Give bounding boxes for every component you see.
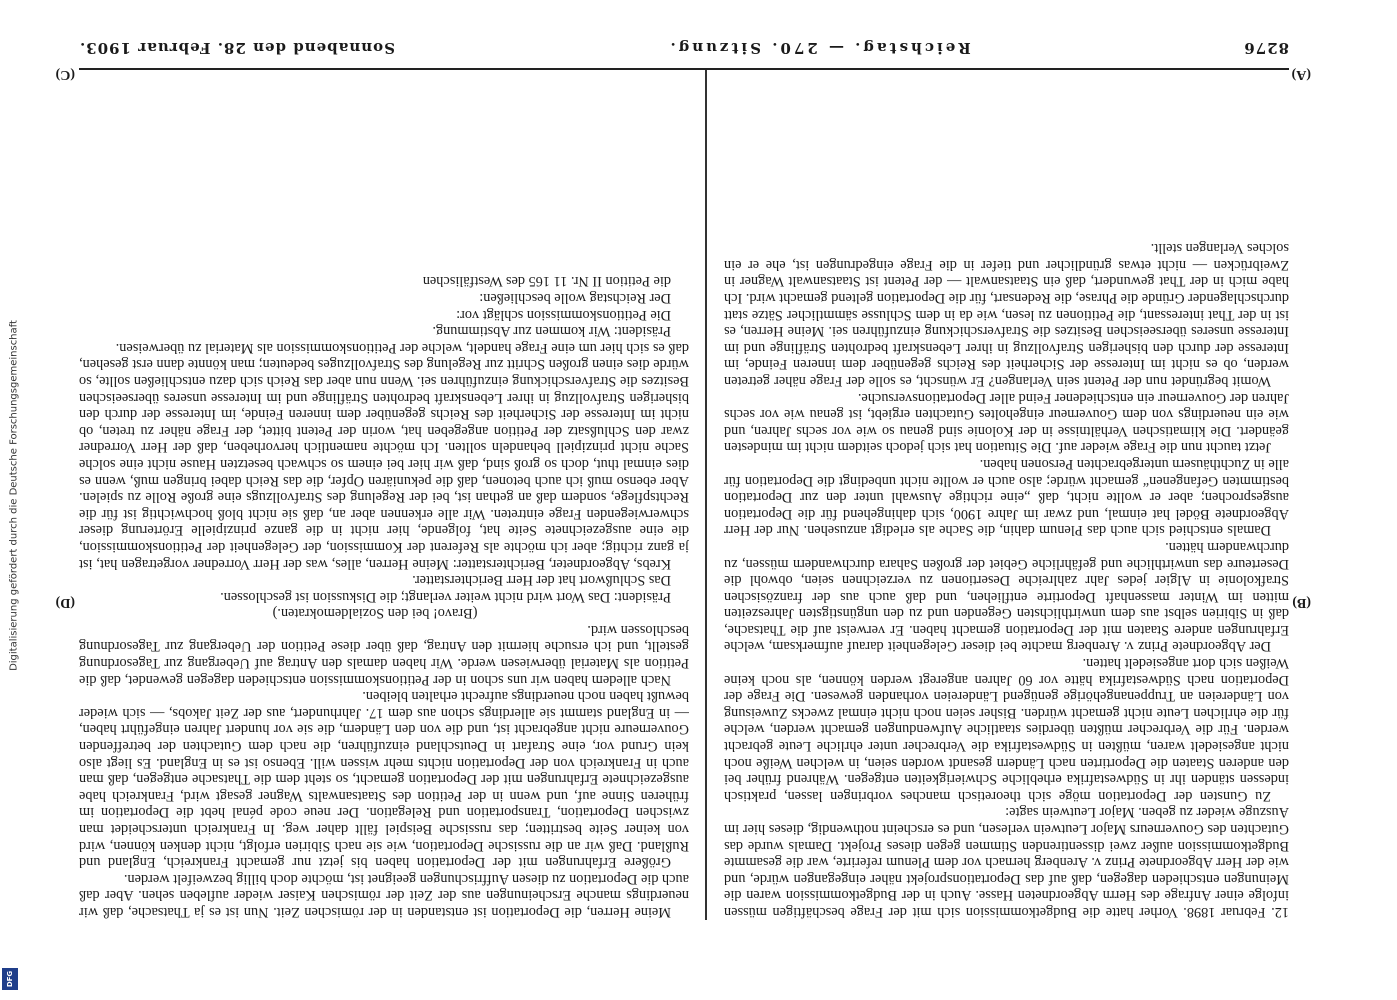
running-header (79, 31, 1289, 65)
dfg-logo-icon (2, 968, 18, 990)
header-rule (79, 68, 1289, 70)
paragraph: Das Schlußwort hat der Herr Berichterstatter. (412, 572, 671, 589)
paragraph: Der Abgeordnete Prinz v. Arenberg machte bei dieser Gelegenheit darauf aufmerksam, welche Erfahrungen andere Staaten mit der Deportation gemacht haben. Er verweist auf die Thatsache, daß in Sibirien selbst aus dem unwirthlichsten Gegenden und zu den ungünstigsten Jahreszeiten mitten im Winter massenhaft Deportirte entfliehen, und daß auch aus der französischen Strafkolonie in Algier jedes Jahr zahlreiche Desertionen zu verzeichnen seien, obwohl die Deserteure das unwirthliche und gefährliche Gebiet der großen Sahara durchwandern müssen, zu durchwandern hätten. (724, 538, 1289, 655)
paragraph: Die Petitionskommission schlägt vor: (456, 306, 671, 323)
paragraph: die Petition II Nr. 11 165 des Westfälischen (422, 273, 671, 290)
page-number: 8276 (1243, 39, 1289, 57)
paragraph: Krebs, Abgeordneter, Berichterstatter: Meine Herren, alles, was der Herr Vorredner vorgetragen hat, ist ja ganz richtig; aber ich möchte als Referent der Kommission, der Gelegenheit der Petitionskommission, die eine ausgezeichnete Seite hat, folgende, hier nicht in die ganze prinzipielle Erörterung dieser schwerwiegenden Frage eintreten. Wir alle erkennen aber an, daß sie nicht bloß hochwichtig ist für die Rechtspflege, sondern daß an gethan ist, bei der Regelung des Strafvollzugs eine große Rolle zu spielen. Aber ebenso muß ich auch betonen, daß die pekuniären Opfer, die das Reich dabei bringen muß, wenn es dies einmal thut, doch so groß sind, daß wir hier bei einem so schwach besetzten Hause nicht eine solche Sache nicht prinzipiell behandeln sollten. Ich möchte namentlich hervorheben, daß der Herr Vorredner zwar den Schlußsatz der Petition angegeben hat, worin der Petent bittet, der Frage näher zu treten, ob nicht im Interesse der Sicherheit des Reichs gegenüber dem inneren Feinde, im Interesse der durch den bisherigen Strafvollzug in ihrer Lebenskraft bedrohten Sträflinge und im Interesse unseres überseeischen Besitzes die Strafverschickung einzuführen sei. Wenn nun aber das Reich sich dazu entschließen sollte, so würde dies einen großen Schritt zur Regelung des Strafvollzuges bedeuten; man könnte dann erst gesehen, daß es sich hier um eine Frage handelt, welche der Petitionskommission als Material zu überweisen. (79, 339, 689, 572)
margin-marker-d: (D) (55, 595, 75, 610)
paragraph: Der Reichstag wolle beschließen: (479, 290, 671, 307)
header-date: Sonnabend den 28. Februar 1903. (79, 39, 395, 57)
digitization-note (4, 40, 18, 960)
header-session: Reichstag. — 270. Sitzung. (667, 39, 971, 57)
column-divider (705, 70, 707, 920)
margin-marker-b: (B) (1292, 595, 1311, 610)
paragraph: Präsident: Das Wort wird nicht weiter verlangt; die Diskussion ist geschlossen. (220, 588, 671, 605)
paragraph: Meine Herren, die Deportation ist entstanden in der römischen Zeit. Nun ist es ja Thatsache, daß wir neuerdings manche Erscheinungen aus der Zeit der römischen Kaiser wieder aufleben sehen. Aber daß auch die Deportation zu diesen Auffrischungen geeignet ist, möchte doch billig bezweifelt werden. (79, 870, 689, 920)
margin-marker-a: (A) (1291, 67, 1311, 82)
margin-marker-c: (C) (55, 67, 75, 82)
paragraph: Jetzt taucht nun die Frage wieder auf. Die Situation hat sich jedoch seitdem nicht im mindesten geändert. Die klimatischen Verhältnisse in der Kolonie sind genau so wie vor sechs Jahren, und wie ein neuerdings von dem Gouverneur eingeholtes Gutachten ergiebt, ist genau wie vor sechs Jahren der Gouverneur ein entschiedener Feind aller Deportationsversuche. (724, 389, 1289, 456)
paragraph: (Bravo! bei den Sozialdemokraten.) (272, 605, 478, 622)
right-column (79, 75, 689, 920)
dfg-logo-text: DFG (6, 970, 14, 988)
paragraph: Größere Erfahrungen mit der Deportation haben bis jetzt nur gemacht Frankreich, England und Rußland. Daß wir an die russische Deportation, wie sie nach Sibirien erfolgt, nicht denken können, wird von keiner Seite bestritten; das russische Beispiel fällt daher weg. In Frankreich unterscheidet man zwischen Deportation, Transportation und Relegation. Der neue code pénal hebt die Deportation im früheren Sinne auf, und wenn in der Petition des Staatsanwalts Wagner gesagt wird, Frankreich habe ausgezeichnete Erfahrungen mit der Deportation gemacht, so steht dem die Thatsache entgegen, daß man auch in Frankreich von der Deportation nichts mehr wissen will. Ebenso ist es in England. Es liegt also kein Grund vor, eine Strafart in Deutschland einzuführen, die nach dem Gutachten der betreffenden Gouverneure nicht angebracht ist, und die von den Ländern, die sie vor hundert Jahren eingeführt haben, — in England stammt sie allerdings schon aus dem 17. Jahrhundert, aus der Zeit Jakobs, — sich wieder bewußt haben noch neuerdings aufrecht erhalten bleiben. (79, 688, 689, 871)
paragraph: Womit begründet nun der Petent sein Verlangen? Er wünscht, es solle der Frage näher getreten werden, ob es nicht im Interesse der Sicherheit des Reichs gegenüber dem inneren Feinde, im Interesse der durch den bisherigen Strafvollzug in ihrer Lebenskraft bedrohten Sträflinge und im Interesse unseres überseeischen Besitzes die Strafverschickung einzuführen sei. Meine Herren, es ist in der That interessant, die Petitionen zu lesen, wie da in dem Schlusse sämmtlicher Sätze statt durchschlagender Gründe die Phrase, die Redensart, für die Deportation geltend gemacht wird. Ich habe mich in der That gewundert, daß ein Staatsanwalt — der Petent ist Staatsanwalt Wagner in Zweibrücken — nicht etwas gründlicher und tiefer in die Frage eingedrungen ist, ehe er ein solches Verlangen stellt. (724, 240, 1289, 389)
paragraph: Nach alledem haben wir uns schon in der Petitionskommission entschieden dagegen gewendet, daß die Petition als Material überwiesen werde. Wir haben damals den Antrag auf Uebergang zur Tagesordnung gestellt, und ich ersuche hiermit den Antrag, daß über diese Petition der Uebergang zur Tagesordnung beschlossen wird. (79, 621, 689, 688)
paragraph: Damals entschied sich auch das Plenum dahin, die Sache als erledigt anzusehen. Nur der Herr Abgeordnete Bödel hat einmal, und zwar im Jahre 1900, sich dahingehend für die Deportation ausgesprochen; aber er wollte nicht, daß „eine richtige Auswahl unter den zur Deportation bestimmten Gefangenen“ gemacht würde; also auch er wollte nicht unbedingt die Deportation für alle in Zuchthäusern untergebrachten Personen haben. (724, 455, 1289, 539)
paragraph: Zu Gunsten der Deportation möge sich theoretisch manches vorbringen lassen, praktisch indessen ständen ihr in Südwestafrika erhebliche Schwierigkeiten entgegen. Während früher bei den anderen Staaten die Deportirten nach Ländern gesandt worden seien, in welchen Weiße noch nicht angesiedelt waren, müßten in Südwestafrika die Verbrecher unter ehrliche Leute gebracht werden. Für die Verbrecher müßten überdies staatliche Aufwendungen gemacht werden, welche für die ehrlichen Leute nicht gemacht würden. Bisher seien noch nicht einmal zwecks Zuweisung von Ländereien an Truppenangehörige genügend Ländereien vorhanden gewesen. Die Frage der Deportation nach Südwestafrika hätte vor 60 Jahren angeregt werden können, als noch keine Weißen sich dort angesiedelt hatten. (724, 655, 1289, 804)
paragraph: Präsident: Wir kommen zur Abstimmung. (432, 323, 671, 340)
paragraph: 12. Februar 1898. Vorher hatte die Budgetkommission sich mit der Frage beschäftigen müssen infolge einer Anfrage des Herrn Abgeordneten Hasse. Auch in der Budgetkommission waren die Meinungen entschieden dagegen, daß auf das Deportationsprojekt näher eingegangen würde, und wie der Herr Abgeordnete Prinz v. Arenberg hernach vor dem Plenum referirte, war die gesammte Budgetkommission außer zwei dissentirenden Stimmen gegen dieses Projekt. Damals wurde das Gutachten des Gouverneurs Major Leutwein verlesen, und es erscheint nothwendig, dieses hier im Auszuge wieder zu geben. Major Leutwein sagte: (724, 804, 1289, 920)
digitization-note-text: Digitalisierung gefördert durch die Deutsche Forschungsgemeinschaft (8, 320, 20, 671)
left-column (724, 75, 1289, 920)
